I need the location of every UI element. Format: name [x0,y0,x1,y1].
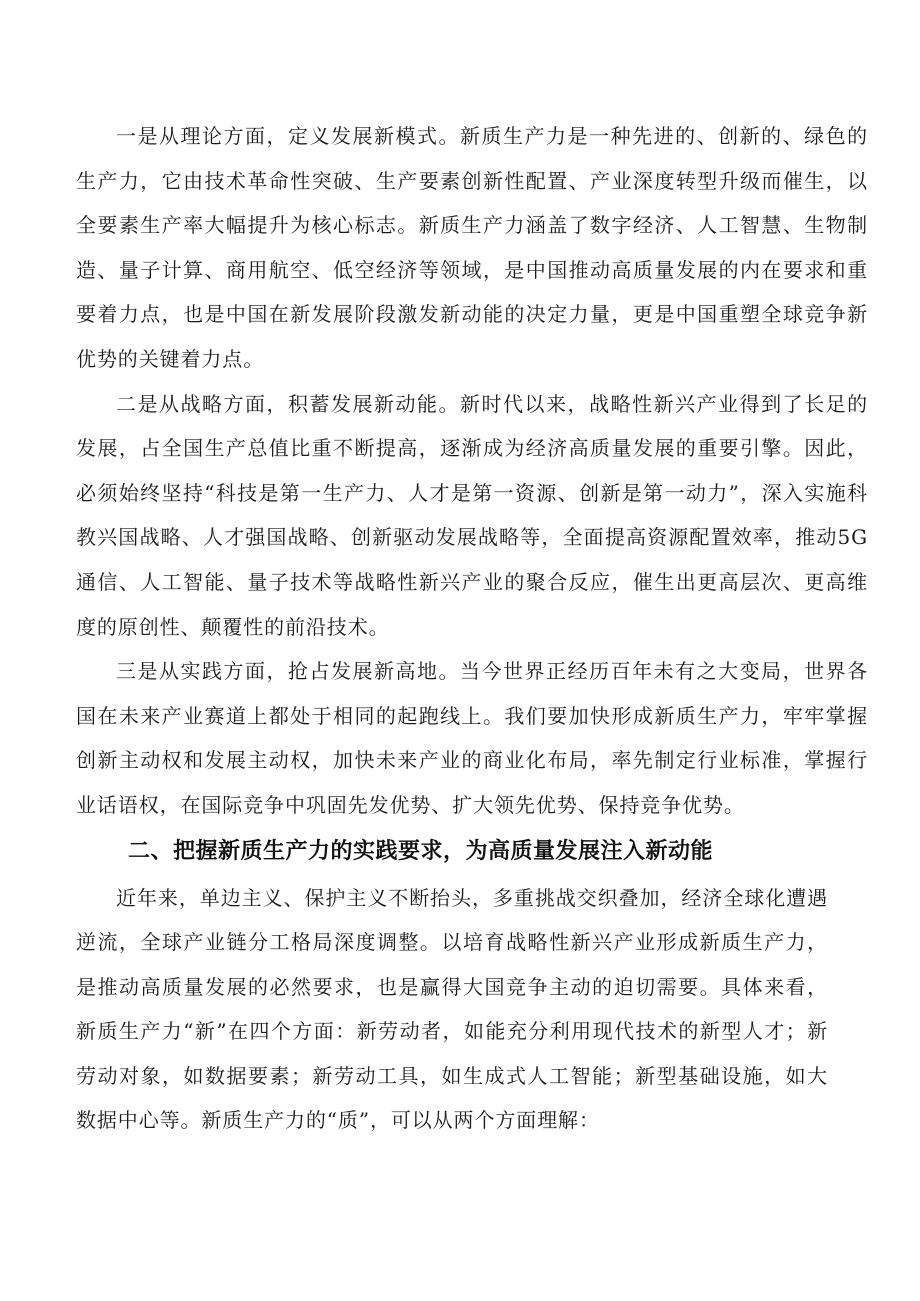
paragraph-strategy: 二是从战略方面，积蓄发展新动能。新时代以来，战略性新兴产业得到了长足的发展，占全国生产总值比重不断提高，逐渐成为经济高质量发展的重要引擎。因此，必须始终坚持“科技是第一生产力、人才是第一资源、创新是第一动力”，深入实施科教兴国战略、人才强国战略、创新驱动发展战略等，全面提高资源配置效率，推动5G通信、人工智能、量子技术等战略性新兴产业的聚合反应，催生出更高层次、更高维度的原创性、颠覆性的前沿技术。 [76,391,868,639]
section-heading: 二、把握新质生产力的实践要求，为高质量发展注入新动能 [128,838,714,864]
paragraph-recent-years: 近年来，单边主义、保护主义不断抬头，多重挑战交织叠加，经济全球化遭遇逆流，全球产业链分工格局深度调整。以培育战略性新兴产业形成新质生产力，是推动高质量发展的必然要求，也是赢得大国竞争主动的迫切需要。具体来看，新质生产力“新”在四个方面：新劳动者，如能充分利用现代技术的新型人才；新劳动对象，如数据要素；新劳动工具，如生成式人工智能；新型基础设施，如大数据中心等。新质生产力的“质”，可以从两个方面理解： [76,885,828,1133]
document-body [76,114,868,1143]
paragraph-theory: 一是从理论方面，定义发展新模式。新质生产力是一种先进的、创新的、绿色的生产力，它由技术革命性突破、生产要素创新性配置、产业深度转型升级而催生，以全要素生产率大幅提升为核心标志。新质生产力涵盖了数字经济、人工智慧、生物制造、量子计算、商用航空、低空经济等领域，是中国推动高质量发展的内在要求和重要着力点，也是中国在新发展阶段激发新动能的决定力量，更是中国重塑全球竞争新优势的关键着力点。 [76,124,868,371]
paragraph-practice: 三是从实践方面，抢占发展新高地。当今世界正经历百年未有之大变局，世界各国在未来产业赛道上都处于相同的起跑线上。我们要加快形成新质生产力，牢牢掌握创新主动权和发展主动权，加快未来产业的商业化布局，率先制定行业标准，掌握行业话语权，在国际竞争中巩固先发优势、扩大领先优势、保持竞争优势。 [76,659,868,817]
